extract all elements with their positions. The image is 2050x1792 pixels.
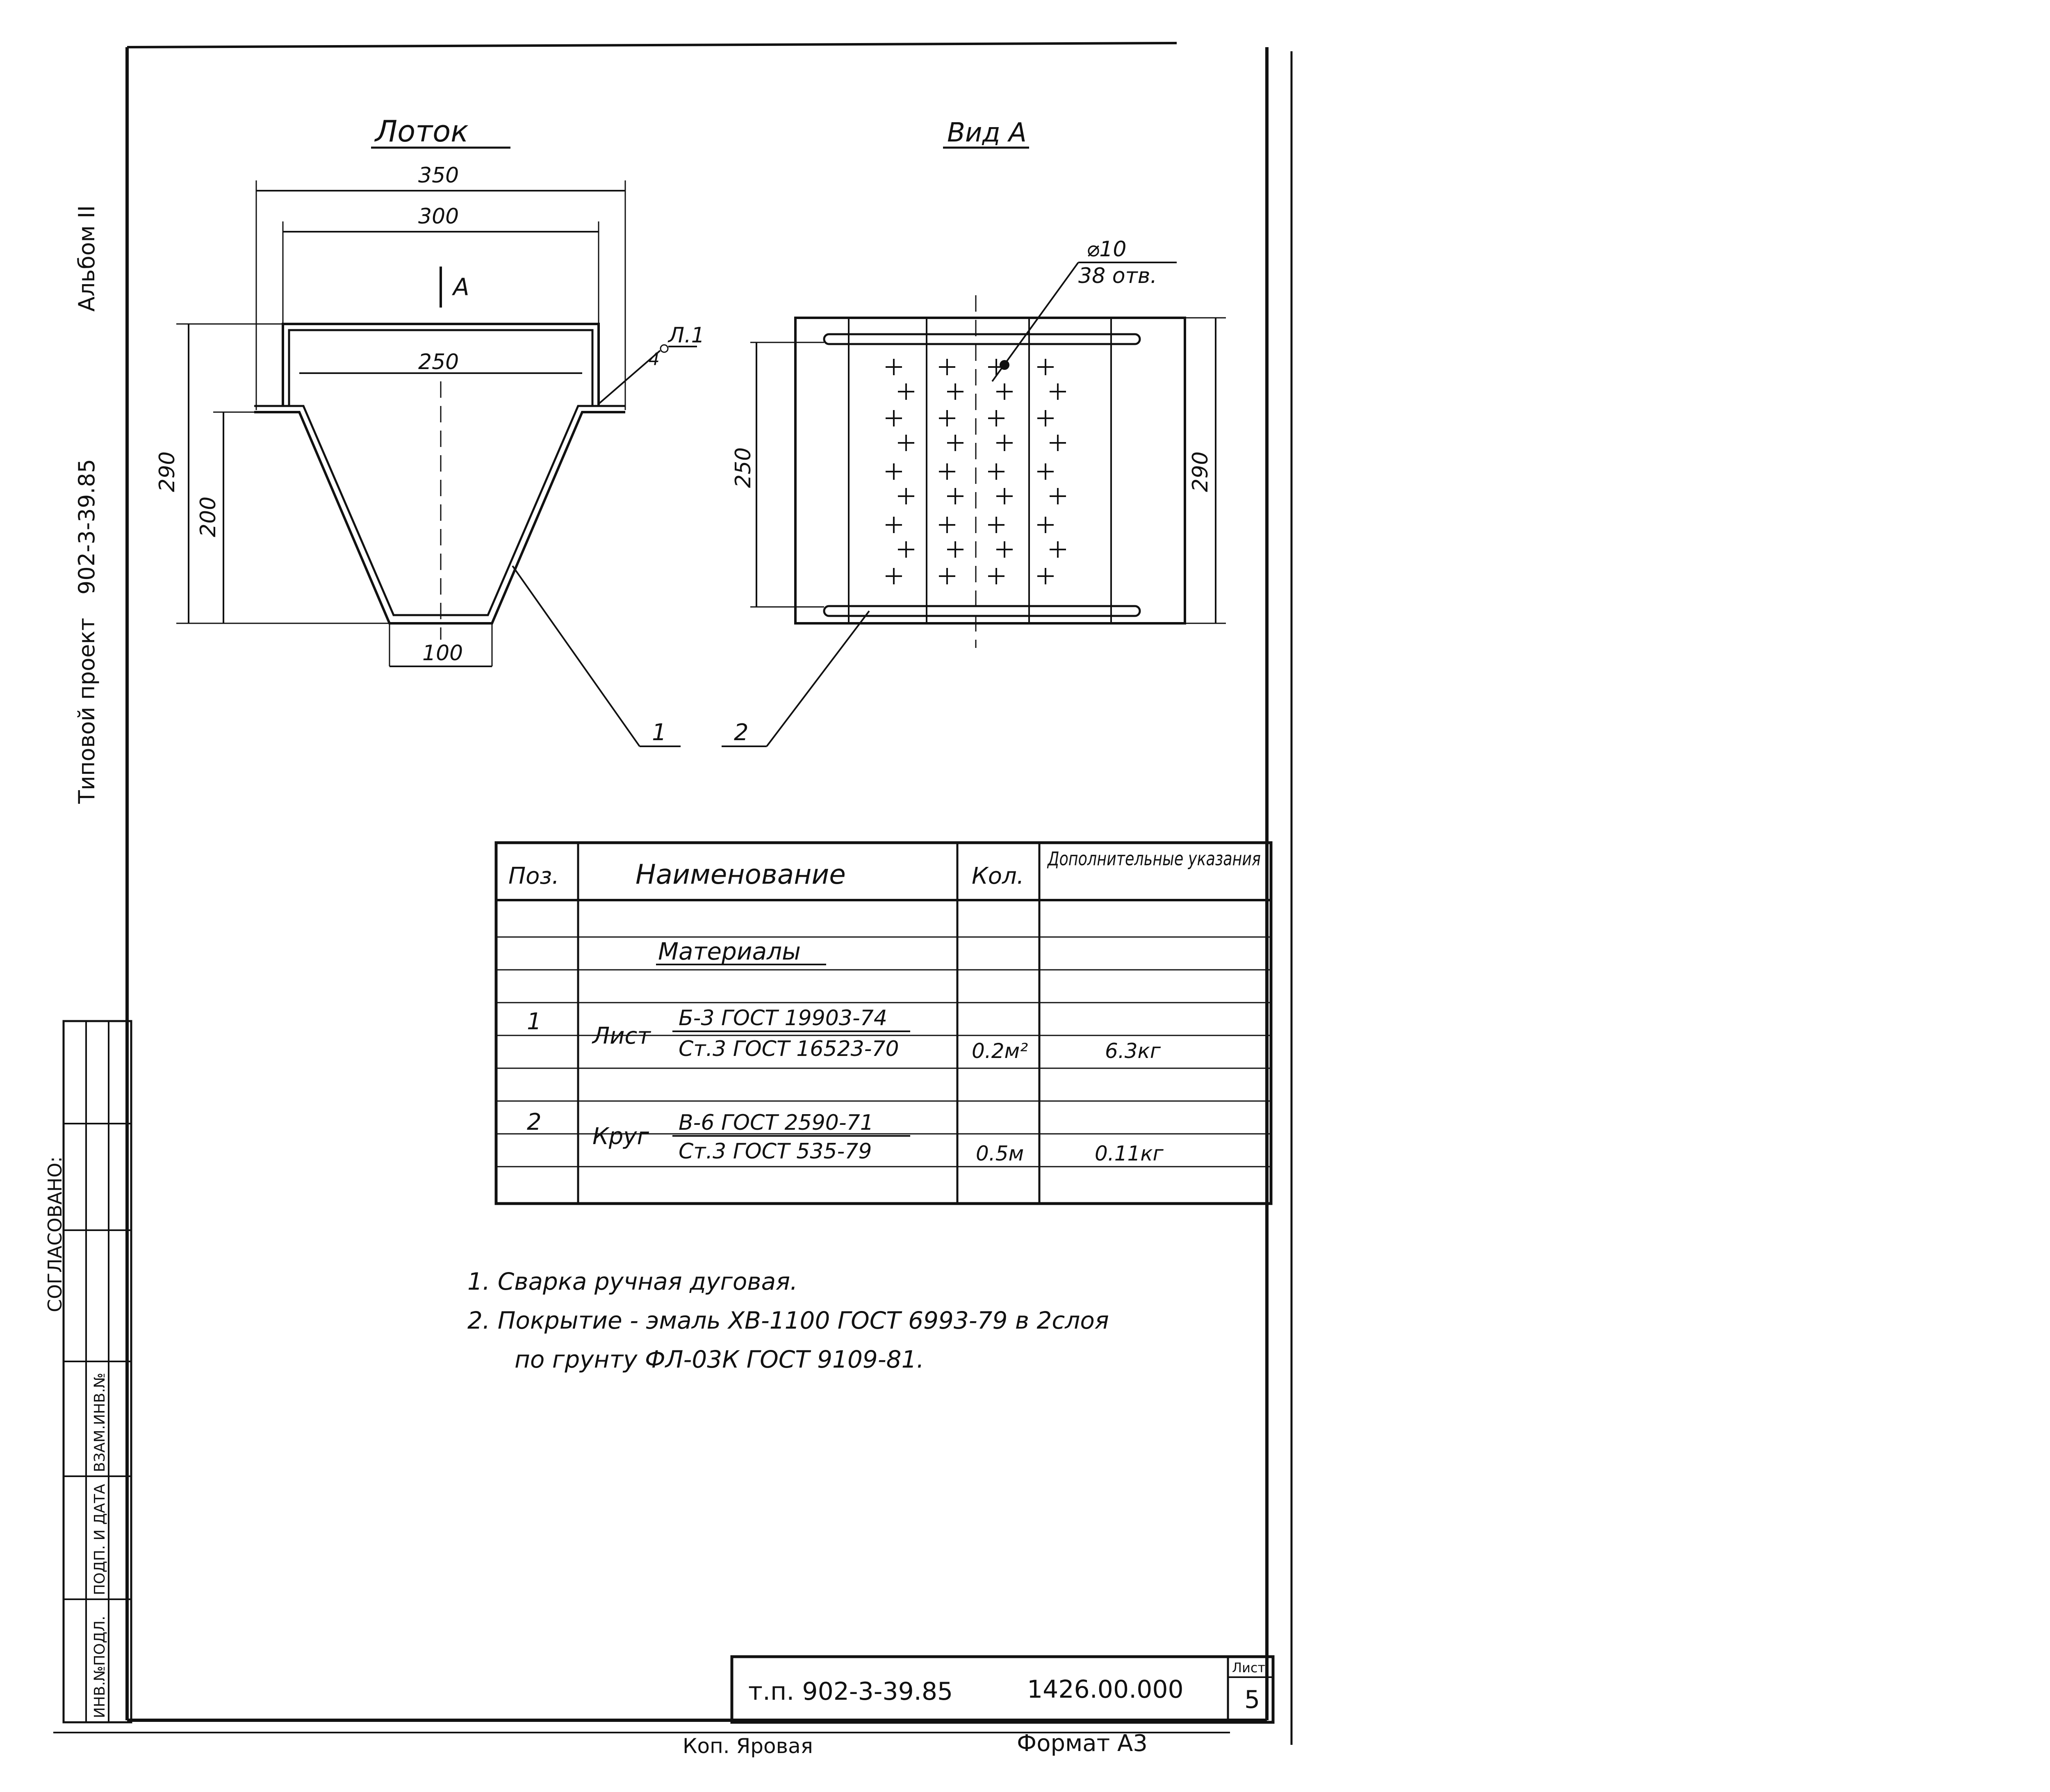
rod-top [824, 334, 1140, 344]
pos-1-label: 1 [652, 719, 667, 746]
row2-pos: 2 [527, 1109, 542, 1135]
left-strip [44, 1021, 131, 1722]
rod-bottom [824, 606, 1140, 616]
sheet-label: Лист [1232, 1660, 1266, 1676]
dim-350: 350 [418, 163, 459, 188]
side-project-label: Типовой проект [74, 618, 100, 804]
tray-title: Лоток [375, 114, 469, 148]
note-1: 1. Сварка ручная дуговая. [467, 1268, 798, 1295]
row2-note: 0.11кг [1095, 1142, 1164, 1165]
notes [467, 1268, 1109, 1373]
row2-spec-top: В-6 ГОСТ 2590-71 [679, 1110, 874, 1135]
row2-spec-bottom: Ст.3 ГОСТ 535-79 [679, 1139, 872, 1164]
doc-code: т.п. 902-3-39.85 [748, 1677, 953, 1706]
hole-count: 38 отв. [1078, 264, 1157, 288]
view-a [731, 118, 1226, 648]
inv-label: ИНВ.№ПОДЛ. [91, 1616, 108, 1718]
note-2-continued: по грунту ФЛ-03К ГОСТ 9109-81. [515, 1345, 924, 1373]
view-a-marker: А [453, 273, 469, 301]
row1-qty: 0.2м² [972, 1039, 1028, 1063]
view-a-title: Вид А [947, 118, 1027, 148]
note-2: 2. Покрытие - эмаль ХВ-1100 ГОСТ 6993-79 в 2слоя [467, 1306, 1109, 1334]
footer [683, 1730, 1148, 1758]
album-label: Альбом II [74, 205, 100, 312]
tray-section [155, 114, 869, 746]
row1-spec-bottom: Ст.3 ГОСТ 16523-70 [679, 1037, 899, 1061]
header-qty: Кол. [972, 863, 1024, 889]
header-pos: Поз. [508, 863, 559, 889]
dim-100: 100 [422, 641, 463, 666]
view-a-dim-290: 290 [1188, 451, 1213, 492]
side-stamp [74, 205, 100, 804]
section-materials: Материалы [658, 937, 801, 965]
dim-300: 300 [418, 204, 459, 229]
dim-250-inner: 250 [418, 350, 459, 374]
sign-date-label: ПОДП. И ДАТА [91, 1484, 108, 1595]
side-project-number: 902-3-39.85 [74, 459, 100, 595]
copied-by: Коп. Яровая [683, 1734, 813, 1758]
view-a-dim-250: 250 [731, 447, 756, 488]
replace-inv-label: ВЗАМ.ИНВ.№ [91, 1372, 108, 1472]
tray-profile [254, 412, 625, 623]
row1-spec-top: Б-3 ГОСТ 19903-74 [679, 1006, 887, 1031]
row2-name: Круг [592, 1123, 649, 1150]
header-notes: Дополнительные указания [1047, 848, 1261, 870]
agreed-label: СОГЛАСОВАНО: [44, 1156, 66, 1312]
sheet-format: Формат А3 [1017, 1730, 1148, 1757]
row1-note: 6.3кг [1105, 1039, 1161, 1063]
header-name: Наименование [636, 859, 846, 890]
row1-name: Лист [592, 1023, 651, 1049]
spec-table [496, 843, 1271, 1204]
hole-diameter: ⌀10 [1086, 237, 1127, 262]
row1-pos: 1 [527, 1008, 542, 1035]
title-block [732, 1657, 1273, 1722]
dim-200-left: 200 [196, 496, 221, 537]
drawing-number: 1426.00.000 [1027, 1675, 1184, 1704]
sheet-number: 5 [1244, 1685, 1260, 1714]
row2-qty: 0.5м [976, 1142, 1024, 1165]
pos-2-label: 2 [734, 719, 749, 746]
sheet-frame [53, 43, 1292, 1745]
weld-leg: 4 [649, 349, 660, 369]
weld-callout: Л.1 [668, 323, 705, 348]
dim-290-left: 290 [155, 451, 180, 492]
